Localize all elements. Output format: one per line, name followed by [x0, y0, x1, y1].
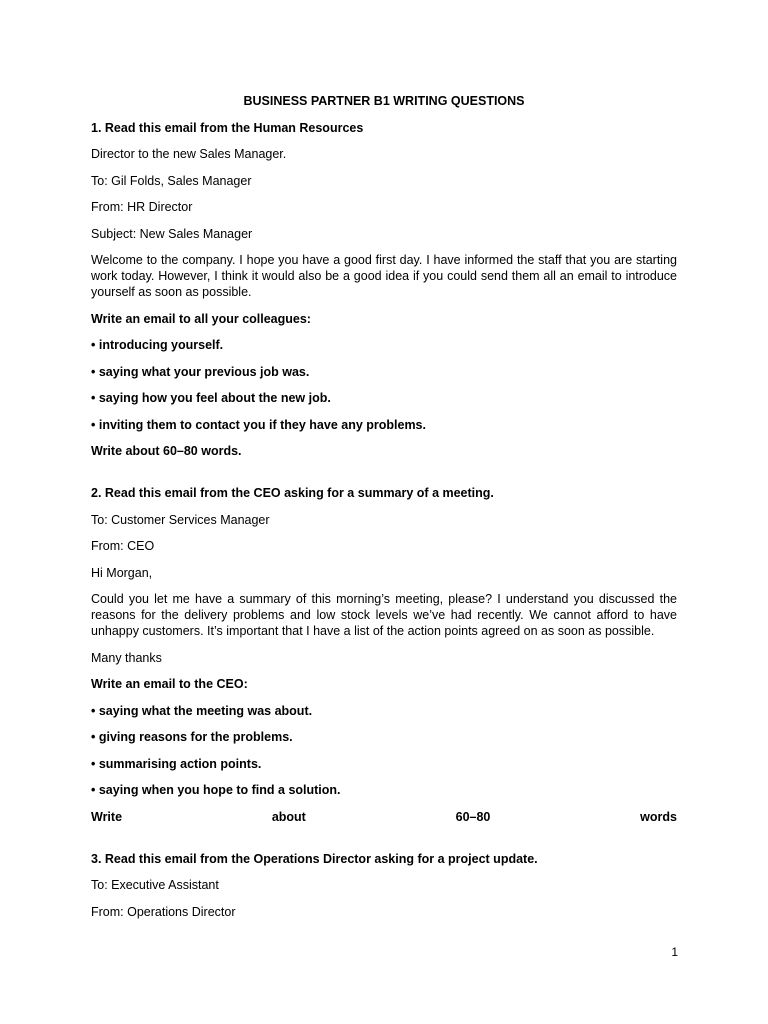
email-to-line: To: Executive Assistant [91, 878, 219, 892]
email-body: Welcome to the company. I hope you have a good first day. I have informed the staff that you are starting work today. However, I think it would also be a good idea if you could send them all an email to introduce yourself as soon as possible. [91, 253, 677, 299]
question-3 [91, 851, 677, 920]
word-count-instruction [91, 809, 677, 825]
task-bullet: • introducing yourself. [91, 338, 224, 352]
task-bullet: • giving reasons for the problems. [91, 730, 293, 744]
task-bullet: • inviting them to contact you if they have any problems. [91, 417, 426, 432]
email-from-line: From: CEO [91, 539, 155, 553]
task-bullet: • saying what your previous job was. [91, 364, 310, 379]
word-count-instruction: Write about 60–80 words. [91, 444, 242, 458]
email-signoff: Many thanks [91, 650, 162, 665]
email-to-line: To: Gil Folds, Sales Manager [91, 173, 252, 188]
question-2 [91, 485, 677, 825]
email-to-line: To: Customer Services Manager [91, 512, 270, 527]
task-bullet: • saying how you feel about the new job. [91, 391, 331, 405]
task-bullet: • saying when you hope to find a solution. [91, 783, 341, 797]
document-title: BUSINESS PARTNER B1 WRITING QUESTIONS [243, 94, 525, 108]
task-bullet: • saying what the meeting was about. [91, 703, 313, 718]
email-from-line: From: Operations Director [91, 904, 236, 919]
email-subject-line: Subject: New Sales Manager [91, 226, 253, 241]
question-2-heading: 2. Read this email from the CEO asking for a summary of a meeting. [91, 486, 494, 500]
question-1 [91, 120, 677, 460]
document-page [91, 93, 677, 930]
question-3-heading: 3. Read this email from the Operations Director asking for a project update. [91, 851, 538, 866]
page-number: 1 [671, 945, 678, 959]
word-count-part: Write [91, 809, 123, 824]
task-bullet: • summarising action points. [91, 756, 262, 771]
email-body: Could you let me have a summary of this morning’s meeting, please? I understand you discussed the reasons for the delivery problems and low stock levels we’ve had recently. We cannot afford to have unhappy customers. It’s important that I have a list of the action points agreed on as soon as possible. [91, 592, 677, 638]
word-count-part: about [271, 809, 306, 824]
email-greeting: Hi Morgan, [91, 565, 153, 580]
question-1-heading: 1. Read this email from the Human Resources [91, 120, 364, 135]
word-count-part: words [640, 809, 677, 824]
question-1-heading-continued: Director to the new Sales Manager. [91, 147, 287, 161]
task-instruction: Write an email to the CEO: [91, 677, 248, 691]
task-instruction: Write an email to all your colleagues: [91, 311, 311, 326]
email-from-line: From: HR Director [91, 200, 193, 214]
word-count-part: 60–80 [455, 809, 491, 824]
